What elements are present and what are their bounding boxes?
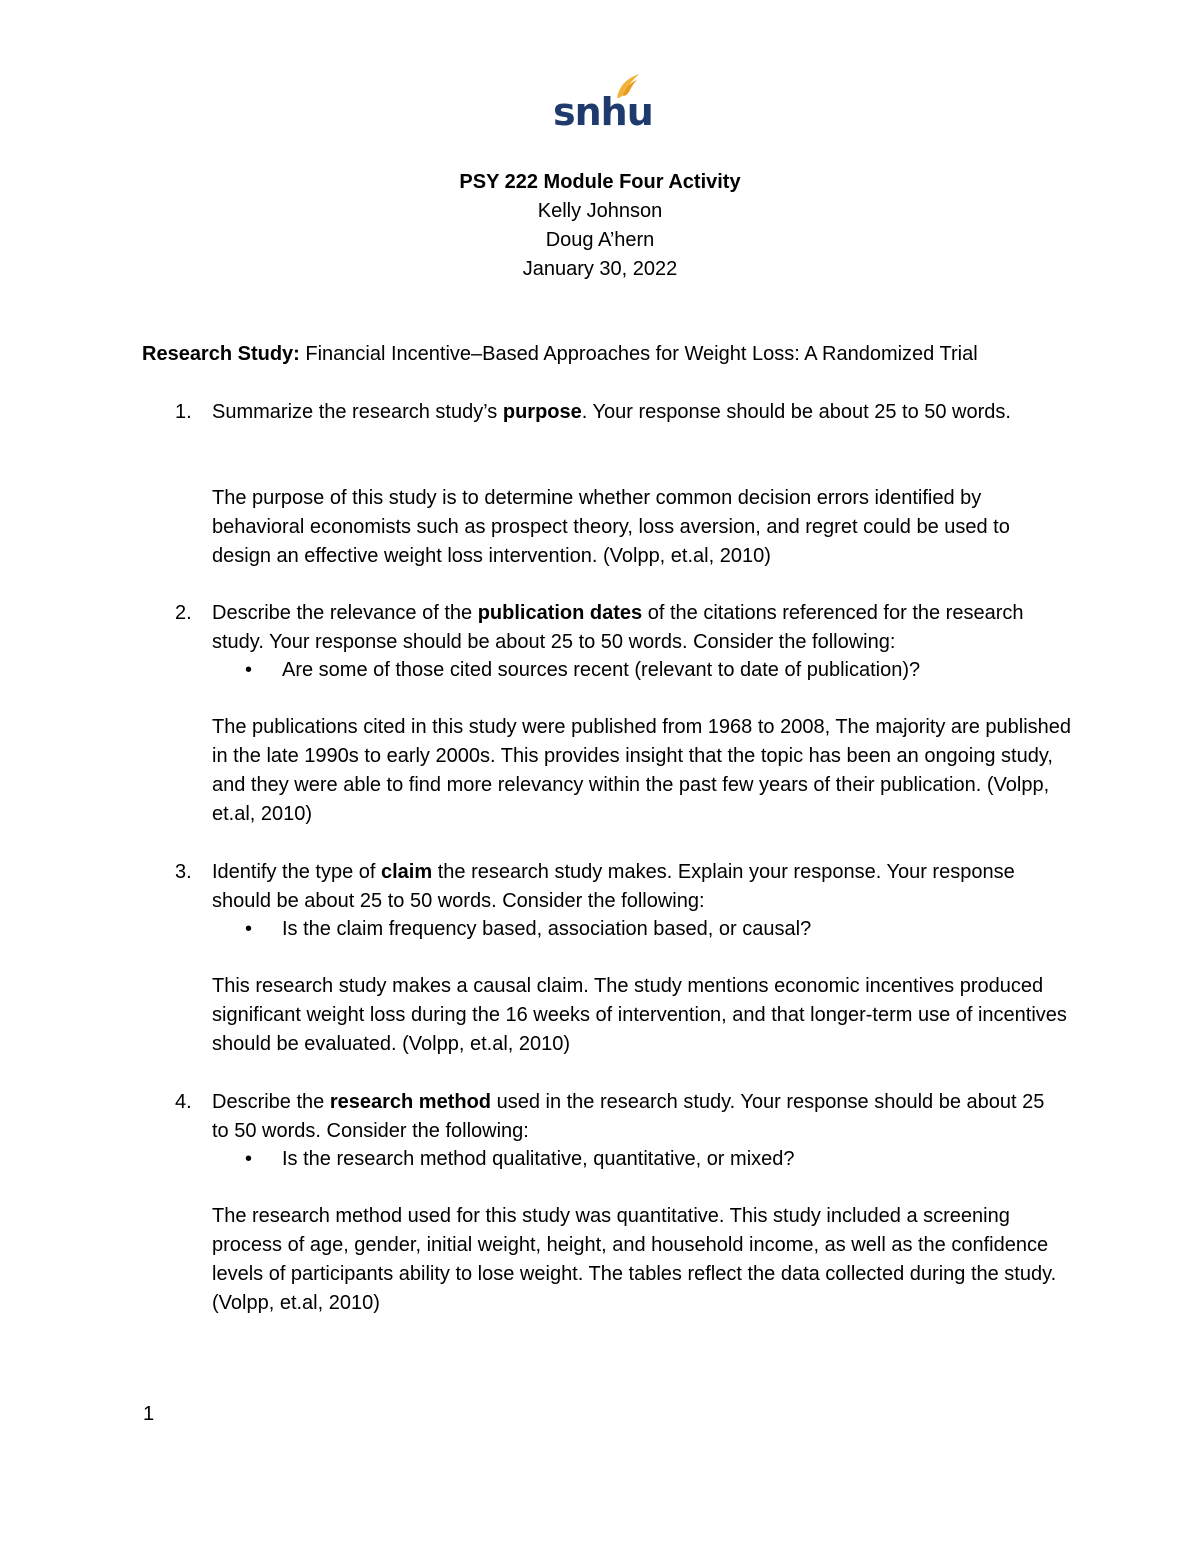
bullet-text: Is the claim frequency based, association based, or causal? [282,918,812,940]
bullet-dot: • [245,918,253,940]
answer-text: The research method used for this study was quantitative. This study included a screening process of age, gender, initial weight, height, and household income, as well as the confidence levels of participants ability to lose weight. The tables reflect the data collected during the study. (Volpp, et.al, 2010) [212,1205,1057,1314]
question-prompt: Describe the research method used in the research study. Your response should be about 25 to 50 words. Consider the following: [212,1091,1045,1142]
bullet-dot: • [245,659,253,681]
answer-text: This research study makes a causal claim. The study mentions economic incentives produced significant weight loss during the 16 weeks of intervention, and that longer-term use of incentives should be evaluated. (Volpp, et.al, 2010) [212,975,1067,1055]
bullet-dot: • [245,1148,253,1170]
document-title: PSY 222 Module Four Activity [459,171,741,193]
document-header [0,168,1200,284]
question-prompt: Summarize the research study’s purpose. Your response should be about 25 to 50 words. [212,401,1011,423]
bullet-text: Are some of those cited sources recent (relevant to date of publication)? [282,659,921,681]
question-prompt: Identify the type of claim the research study makes. Explain your response. Your response should be about 25 to 50 words. Consider the following: [212,861,1015,912]
research-study-line [142,340,978,369]
logo-wordmark: snhu [553,90,653,134]
research-study-label: Research Study: [142,343,300,365]
answer-text: The publications cited in this study were published from 1968 to 2008, The majority are published in the late 1990s to early 2000s. This provides insight that the topic has been an ongoing study, and they were able to find more relevancy within the past few years of their publication. (Volpp, et.al, 2010) [212,716,1072,825]
question-number: 2. [175,602,192,624]
question-number: 3. [175,861,192,883]
research-study-title: Financial Incentive–Based Approaches for Weight Loss: A Randomized Trial [299,343,978,365]
snhu-logo [553,72,653,134]
bullet-text: Is the research method qualitative, quantitative, or mixed? [282,1148,795,1170]
question-prompt: Describe the relevance of the publication dates of the citations referenced for the research study. Your response should be about 25 to 50 words. Consider the following: [212,602,1024,653]
question-number: 1. [175,401,192,423]
page-number: 1 [143,1403,155,1425]
document-date: January 30, 2022 [522,258,678,280]
answer-text: The purpose of this study is to determine whether common decision errors identified by behavioral economists such as prospect theory, loss aversion, and regret could be used to design an effective weight loss intervention. (Volpp, et.al, 2010) [212,487,1010,567]
instructor-name: Doug A’hern [545,229,655,251]
student-name: Kelly Johnson [537,200,663,222]
question-number: 4. [175,1091,192,1113]
